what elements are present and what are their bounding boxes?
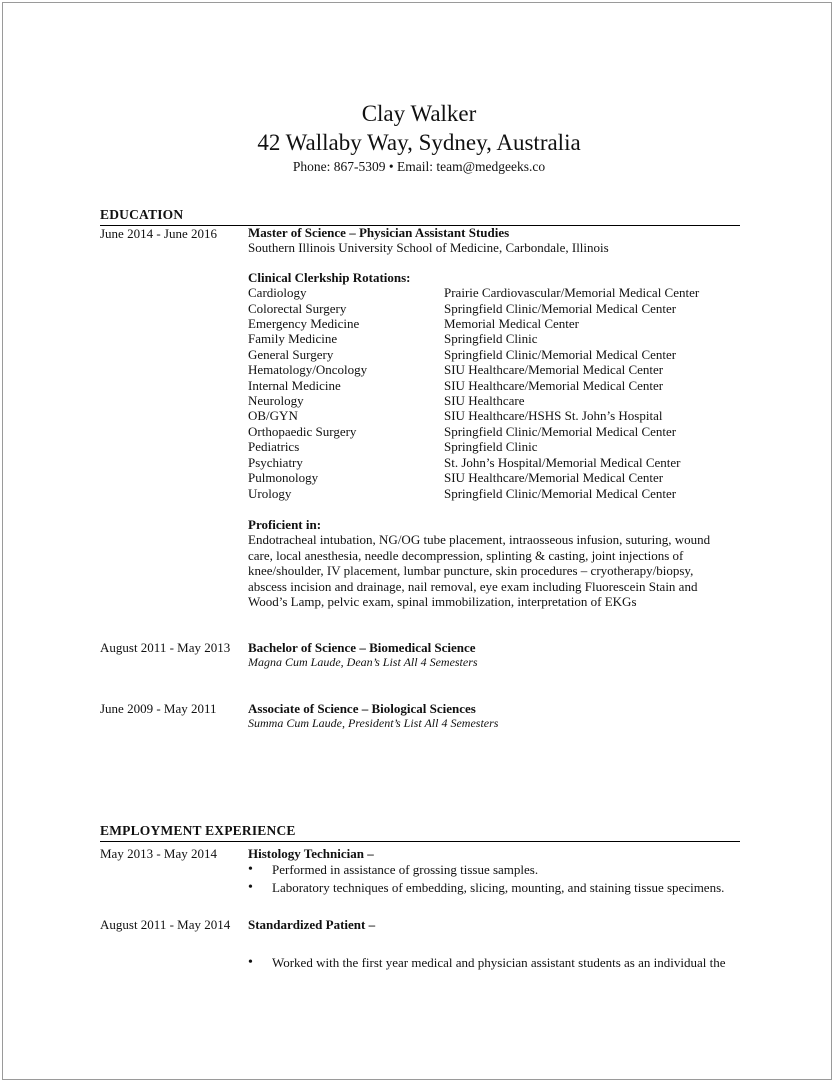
degree-title: Bachelor of Science – Biomedical Science (248, 640, 476, 655)
rotation-row (248, 439, 748, 454)
rotation-row (248, 362, 748, 377)
degree-title: Associate of Science – Biological Sciences (248, 701, 476, 716)
candidate-address: 42 Wallaby Way, Sydney, Australia (257, 130, 581, 155)
rotation-area: Cardiology (248, 285, 307, 301)
proficient-heading: Proficient in: (248, 516, 322, 532)
rotation-area: Psychiatry (248, 454, 303, 470)
rotation-row (248, 424, 748, 439)
employment-heading: EMPLOYMENT EXPERIENCE (100, 823, 296, 838)
rotation-area: Emergency Medicine (248, 316, 360, 332)
education-entry-1 (248, 225, 748, 609)
degree-honors: Magna Cum Laude, Dean’s List All 4 Semesters (248, 655, 478, 670)
rotation-area: Family Medicine (248, 331, 338, 347)
rotation-row (248, 378, 748, 393)
education-date-2: August 2011 - May 2013 (100, 640, 231, 655)
rotation-row (248, 331, 748, 346)
rotation-area: Pulmonology (248, 470, 319, 486)
rotation-row (248, 470, 748, 485)
job-bullets (248, 954, 748, 972)
employment-date-2: August 2011 - May 2014 (100, 917, 231, 932)
rotation-site: Springfield Clinic (444, 331, 538, 347)
rotation-area: Urology (248, 485, 292, 501)
rotation-area: OB/GYN (248, 408, 298, 424)
employment-date-1: May 2013 - May 2014 (100, 846, 217, 861)
rotation-area: Internal Medicine (248, 377, 341, 393)
rotation-row (248, 455, 748, 470)
rotation-area: Colorectal Surgery (248, 300, 347, 316)
job-bullets (248, 861, 748, 897)
candidate-name: Clay Walker (361, 101, 477, 126)
rotation-row (248, 285, 748, 300)
employment-entry-1 (248, 846, 748, 897)
education-entry-3 (248, 701, 748, 732)
rotation-site: Prairie Cardiovascular/Memorial Medical Center (444, 285, 700, 301)
rotation-site: SIU Healthcare (444, 393, 525, 409)
rotation-site: Springfield Clinic/Memorial Medical Center (444, 485, 677, 501)
rotation-row (248, 393, 748, 408)
education-heading: EDUCATION (100, 207, 184, 222)
degree-title: Master of Science – Physician Assistant Studies (248, 225, 510, 240)
rotation-row (248, 486, 748, 501)
job-title: Standardized Patient – (248, 917, 376, 932)
job-title: Histology Technician – (248, 846, 374, 861)
rotations-heading: Clinical Clerkship Rotations: (248, 269, 411, 285)
rotation-site: SIU Healthcare/Memorial Medical Center (444, 470, 664, 486)
rotation-row (248, 301, 748, 316)
proficient-line: abscess incision and drainage, nail removal, eye exam including Fluorescein Stain and (248, 578, 698, 594)
proficient-line: care, local anesthesia, needle decompression, splinting & casting, joint injections of (248, 547, 684, 563)
education-date-1: June 2014 - June 2016 (100, 226, 217, 241)
proficient-line: knee/shoulder, IV placement, lumbar puncture, skin procedures – cryotherapy/biopsy, (248, 563, 694, 579)
rotation-site: SIU Healthcare/Memorial Medical Center (444, 377, 664, 393)
job-bullet: • Performed in assistance of grossing tissue samples. (248, 861, 748, 879)
rotation-site: Springfield Clinic/Memorial Medical Center (444, 346, 677, 362)
job-bullet: • Worked with the first year medical and physician assistant students as an individual the (248, 954, 748, 972)
rotation-area: General Surgery (248, 346, 334, 362)
rotation-row (248, 347, 748, 362)
rotation-area: Pediatrics (248, 439, 300, 455)
rotation-site: SIU Healthcare/HSHS St. John’s Hospital (444, 408, 663, 424)
employment-entry-2 (248, 917, 748, 972)
proficient-line: Endotracheal intubation, NG/OG tube placement, intraosseous infusion, suturing, wound (248, 532, 711, 548)
rotation-site: SIU Healthcare/Memorial Medical Center (444, 362, 664, 378)
rotation-site: Springfield Clinic (444, 439, 538, 455)
contact-line: Phone: 867-5309 • Email: team@medgeeks.co (292, 159, 546, 174)
rotation-site: Springfield Clinic/Memorial Medical Center (444, 300, 677, 316)
school-name: Southern Illinois University School of Medicine, Carbondale, Illinois (248, 240, 609, 256)
proficient-text (248, 532, 733, 609)
rotation-area: Hematology/Oncology (248, 362, 368, 378)
degree-honors: Summa Cum Laude, President’s List All 4 Semesters (248, 716, 499, 731)
proficient-line: Wood’s Lamp, pelvic exam, spinal immobilization, interpretation of EKGs (248, 593, 637, 609)
rotation-site: Memorial Medical Center (444, 316, 580, 332)
rotation-row (248, 316, 748, 331)
rotation-site: St. John’s Hospital/Memorial Medical Center (444, 454, 681, 470)
rotation-area: Orthopaedic Surgery (248, 423, 357, 439)
job-bullet: • Laboratory techniques of embedding, slicing, mounting, and staining tissue specimens. (248, 879, 748, 897)
rotation-row (248, 408, 748, 423)
education-date-3: June 2009 - May 2011 (100, 701, 217, 716)
rotation-site: Springfield Clinic/Memorial Medical Center (444, 423, 677, 439)
rotations-list (248, 285, 748, 501)
employment-rule (100, 841, 740, 842)
education-entry-2 (248, 640, 748, 671)
rotation-area: Neurology (248, 393, 304, 409)
